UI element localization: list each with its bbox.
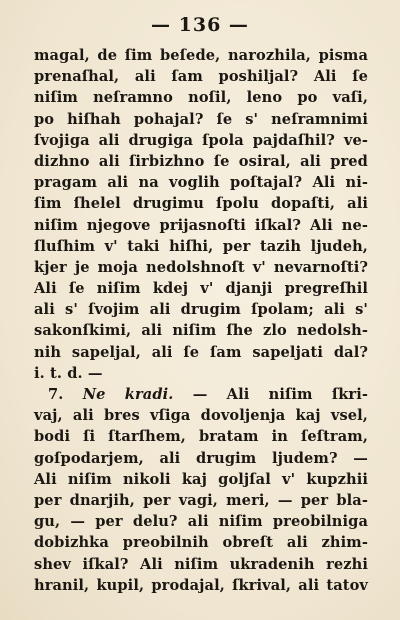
text-line: ſim ſhelel drugimu ſpolu dopaſti, ali <box>34 195 368 213</box>
commandment-title: Ne kradi. <box>82 386 174 403</box>
text-line: niſim njegove prijasnoſti iſkal? Ali ne- <box>34 216 368 234</box>
text-line: shev iſkal? Ali niſim ukradenih rezhi <box>34 555 368 573</box>
text-line: nih sapeljal, ali ſe ſam sapeljati dal? <box>34 343 368 361</box>
text-line: Ali ſe niſim kdej v' djanji pregreſhil <box>34 280 368 298</box>
text-line: niſim neſramno noſil, leno po vaſi, <box>34 89 368 107</box>
text-line: bodi ſi ſtarſhem, bratam in ſeſtram, <box>34 428 368 446</box>
text-line: magal, de ſim beſede, narozhila, pisma <box>34 47 368 64</box>
text-line: per dnarjih, per vagi, meri, — per bla- <box>34 491 368 509</box>
page-number: — 136 — <box>151 14 249 36</box>
text-line: ali s' ſvojim ali drugim ſpolam; ali s' <box>34 301 368 319</box>
text-line: po hiſhah pohajal? ſe s' neſramnimi <box>34 110 368 128</box>
body-text <box>34 45 368 596</box>
text-line: goſpodarjem, ali drugim ljudem? — <box>34 449 368 467</box>
text-line: ſluſhim v' taki hiſhi, per tazih ljudeh, <box>34 237 368 255</box>
text-line: vaj, ali bres vſiga dovoljenja kaj vsel, <box>34 407 368 425</box>
text-line: prenaſhal, ali ſam poshiljal? Ali ſe <box>34 68 368 86</box>
commandment-rest: — Ali niſim ſkri- <box>192 386 368 403</box>
text-line: kjer je moja nedolshnoſt v' nevarnoſti? <box>34 258 368 276</box>
text-line: hranil, kupil, prodajal, ſkrival, ali tatov <box>34 576 368 594</box>
commandment-number: 7. <box>48 386 64 403</box>
text-line: pragam ali na voglih poſtajal? Ali ni- <box>34 174 368 192</box>
text-line: gu, — per delu? ali niſim preobilniga <box>34 513 368 531</box>
text-line: sakonſkimi, ali niſim ſhe zlo nedolsh- <box>34 322 368 340</box>
text-line: Ali niſim nikoli kaj goljſal v' kupzhii <box>34 470 368 488</box>
text-line: dobizhka preobilnih obreſt ali zhim- <box>34 534 368 552</box>
text-line: dizhno ali ſirbizhno ſe osiral, ali pred <box>34 152 368 170</box>
text-line: i. t. d. — <box>34 364 103 382</box>
commandment-heading-line <box>34 384 368 405</box>
text-line: ſvojiga ali drugiga ſpola pajdaſhil? ve- <box>34 131 368 149</box>
